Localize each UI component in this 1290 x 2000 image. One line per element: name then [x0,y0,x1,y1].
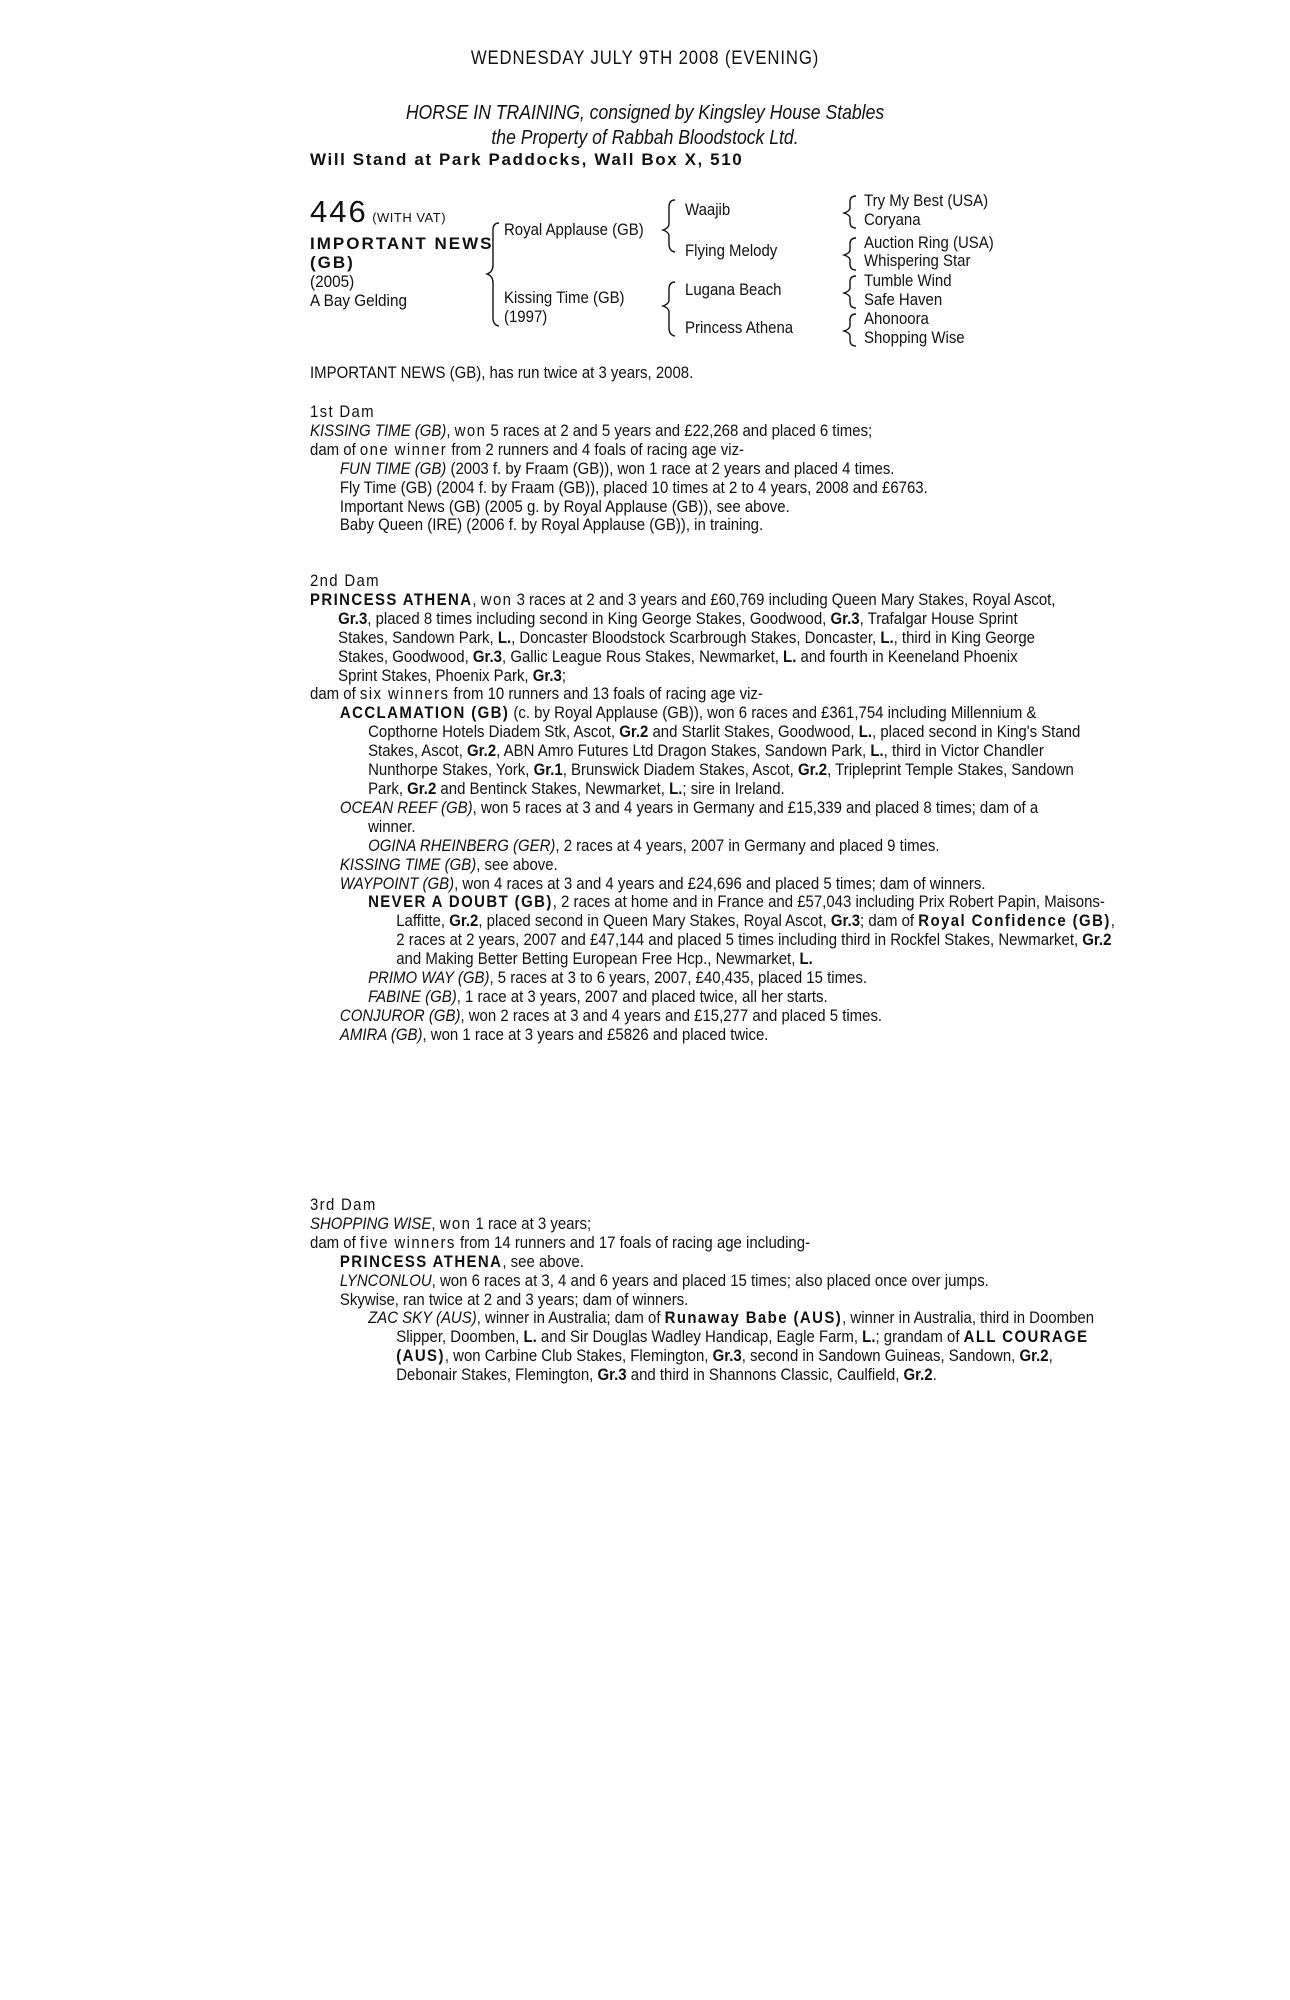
lot-number: 446 [310,194,368,229]
horse-name-line-2: (GB) [310,253,355,272]
pedigree-dam-dam: Princess Athena [685,318,794,337]
bracket-dd [844,314,856,346]
bracket-sd [844,238,856,270]
offspring-conjuror: CONJUROR (GB), won 2 races at 3 and 4 years and £15,277 and placed 5 times. [339,1005,883,1025]
offspring-baby-queen: Baby Queen (IRE) (2006 f. by Royal Applause (GB)), in training. [339,515,764,535]
bracket-sire [663,200,675,252]
horse-description: A Bay Gelding [310,291,407,310]
offspring-fabine: FABINE (GB), 1 race at 3 years, 2007 and placed twice, all her starts. [368,986,828,1006]
offspring-primo-way: PRIMO WAY (GB), 5 races at 3 to 6 years, 2007, £40,435, placed 15 times. [368,968,867,988]
pedigree-dd-dam: Shopping Wise [864,328,965,347]
offspring-important-news: Important News (GB) (2005 g. by Royal Applause (GB)), see above. [339,496,790,516]
offspring-waypoint: WAYPOINT (GB), won 4 races at 3 and 4 years and £24,696 and placed 5 times; dam of winners. [339,873,986,893]
pedigree-sire: Royal Applause (GB) [504,220,644,239]
bracket-dam [663,282,675,336]
pedigree-dd-sire: Ahonoora [864,309,929,328]
stand-location: Will Stand at Park Paddocks, Wall Box X, 510 [310,150,744,169]
pedigree-dam-year: (1997) [504,307,548,326]
offspring-amira: AMIRA (GB), won 1 race at 3 years and £5826 and placed twice. [339,1024,769,1044]
offspring-ocean-reef: OCEAN REEF (GB), won 5 races at 3 and 4 years in Germany and £15,339 and placed 8 times; dam of a winner. [339,797,1039,836]
second-dam-heading: 2nd Dam [310,571,380,590]
consignment-line-2: the Property of Rabbah Bloodstock Ltd. [491,127,799,149]
third-dam-section [310,1195,1095,1385]
third-dam-record: SHOPPING WISE, won 1 race at 3 years; [310,1213,592,1233]
third-dam-produce: dam of five winners from 14 runners and 17 foals of racing age including- [310,1232,811,1252]
bracket-main [487,223,499,326]
sale-date: WEDNESDAY JULY 9TH 2008 (EVENING) [470,48,820,69]
pedigree-sire-dam: Flying Melody [685,241,778,260]
race-summary [310,364,1030,383]
offspring-kissing-time: KISSING TIME (GB), see above. [339,854,558,874]
pedigree-dam-sire: Lugana Beach [685,280,782,299]
offspring-never-a-doubt: NEVER A DOUBT (GB), 2 races at home and in France and £57,043 including Prix Robert Papin, Maisons-Laffitte, Gr.2, placed second in Queen Mary Stakes, Royal Ascot, Gr.3; dam of Royal Confidence (GB), 2 races at 2 years, 2007 and £47,144 and placed 5 times including third in Rockfel Stakes, Newmarket, Gr.2 and Making Better Betting European Free Hcp., Newmarket, L. [368,892,1115,969]
offspring-fun-time: FUN TIME (GB) (2003 f. by Fraam (GB)), won 1 race at 2 years and placed 4 times. [339,458,895,478]
offspring-lynconlou: LYNCONLOU, won 6 races at 3, 4 and 6 years and placed 15 times; also placed once over jumps. [339,1270,989,1290]
pedigree-dam-name: Kissing Time (GB) [504,288,625,307]
offspring-princess-athena: PRINCESS ATHENA, see above. [339,1251,584,1271]
offspring-fly-time: Fly Time (GB) (2004 f. by Fraam (GB)), placed 10 times at 2 to 4 years, 2008 and £6763. [339,477,928,497]
bracket-ds [844,276,856,308]
pedigree-sire-sire: Waajib [685,200,731,219]
second-dam-record: PRINCESS ATHENA, won 3 races at 2 and 3 years and £60,769 including Queen Mary Stakes, Royal Ascot, Gr.3, placed 8 times including second in King George Stakes, Goodwood, Gr.3, Trafalgar House Sprint Stakes, Sandown Park, L., Doncaster Bloodstock Scarbrough Stakes, Doncaster, L., third in King George Stakes, Goodwood, Gr.3, Gallic League Rous Stakes, Newmarket, L. and fourth in Keeneland Phoenix Sprint Stakes, Phoenix Park, Gr.3; [310,589,1056,685]
consignment-line-1: HORSE IN TRAINING, consigned by Kingsley House Stables [405,102,885,124]
first-dam-produce: dam of one winner from 2 runners and 4 foals of racing age viz- [310,439,745,459]
third-dam-heading: 3rd Dam [310,1195,377,1214]
offspring-acclamation: ACCLAMATION (GB) (c. by Royal Applause (GB)), won 6 races and £361,754 including Millennium & Copthorne Hotels Diadem Stk, Ascot, Gr.2 and Starlit Stakes, Goodwood, L., placed second in King's Stand Stakes, Ascot, Gr.2, ABN Amro Futures Ltd Dragon Stakes, Sandown Park, L., third in Victor Chandler Nunthorpe Stakes, York, Gr.1, Brunswick Diadem Stakes, Ascot, Gr.2, Tripleprint Temple Stakes, Sandown Park, Gr.2 and Bentinck Stakes, Newmarket, L.; sire in Ireland. [339,703,1081,798]
second-dam-section [310,571,1115,1045]
horse-name-line-1: IMPORTANT NEWS [310,234,494,253]
pedigree-ss-sire: Try My Best (USA) [864,191,989,210]
offspring-ogina-rheinberg: OGINA RHEINBERG (GER), 2 races at 4 years, 2007 in Germany and placed 9 times. [368,835,940,855]
pedigree-ds-dam: Safe Haven [864,290,943,309]
first-dam-section [310,403,1030,535]
pedigree-sd-dam: Whispering Star [864,251,971,270]
lot-vat-note: (WITH VAT) [372,210,447,225]
offspring-zac-sky: ZAC SKY (AUS), winner in Australia; dam of Runaway Babe (AUS), winner in Australia, third in Doomben Slipper, Doomben, L. and Sir Douglas Wadley Handicap, Eagle Farm, L.; grandam of ALL COURAGE (AUS), won Carbine Club Stakes, Flemington, Gr.3, second in Sandown Guineas, Sandown, Gr.2, Debonair Stakes, Flemington, Gr.3 and third in Shannons Classic, Caulfield, Gr.2. [368,1308,1095,1385]
second-dam-produce: dam of six winners from 10 runners and 13 foals of racing age viz- [310,684,763,704]
bracket-ss [844,196,856,228]
summary-text: IMPORTANT NEWS (GB), has run twice at 3 years, 2008. [310,363,694,382]
foaling-year: (2005) [310,272,355,291]
pedigree-ds-sire: Tumble Wind [864,271,952,290]
pedigree-sd-sire: Auction Ring (USA) [864,233,994,252]
pedigree-ss-dam: Coryana [864,210,921,229]
first-dam-heading: 1st Dam [310,402,375,421]
pedigree-brackets [0,0,1290,360]
first-dam-record: KISSING TIME (GB), won 5 races at 2 and 5 years and £22,268 and placed 6 times; [310,420,873,440]
offspring-skywise: Skywise, ran twice at 2 and 3 years; dam of winners. [339,1289,689,1309]
